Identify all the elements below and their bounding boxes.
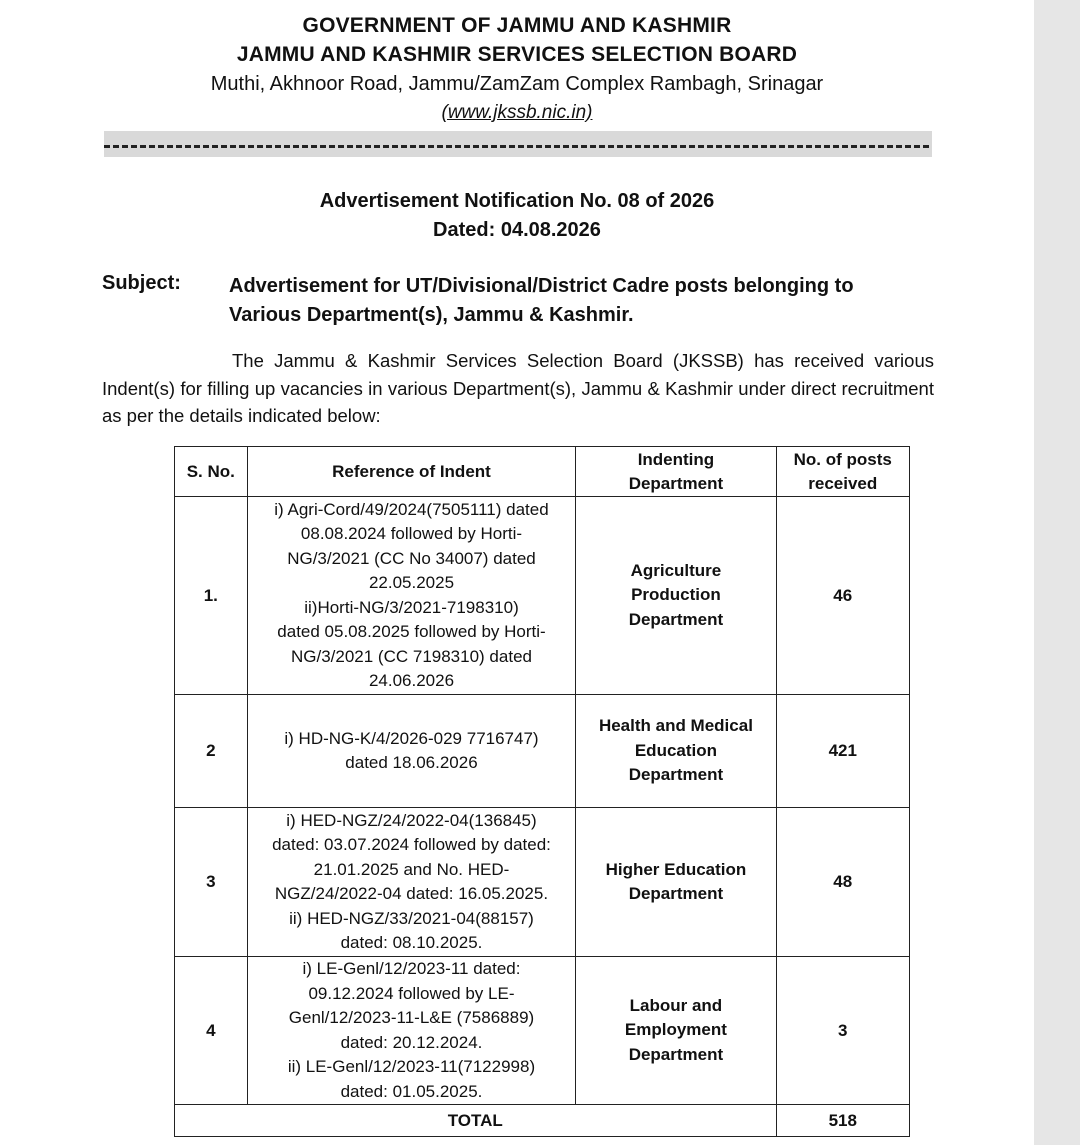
header-department: Indenting Department xyxy=(576,447,776,497)
subject-line-1: Advertisement for UT/Divisional/District Cadre posts belonging to xyxy=(229,275,854,297)
table-row xyxy=(175,957,910,1105)
row-department: Agriculture Production Department xyxy=(576,497,776,695)
header-website-link[interactable]: (www.jkssb.nic.in) xyxy=(441,102,593,123)
row-department: Higher Education Department xyxy=(576,808,776,957)
viewer-side-margin xyxy=(1034,0,1080,1145)
row-sno: 4 xyxy=(175,957,248,1105)
header-address: Muthi, Akhnoor Road, Jammu/ZamZam Complex Rambagh, Srinagar xyxy=(210,73,824,95)
notification-date: Dated: 04.08.2026 xyxy=(433,219,601,241)
table-row xyxy=(175,695,910,808)
row-reference: i) HED-NGZ/24/2022-04(136845) dated: 03.07.2024 followed by dated: 21.01.2025 and No. HED- NGZ/24/2022-04 dated: 16.05.2025. ii) HED-NGZ/33/2021-04(88157) dated: 08.10.2025. xyxy=(247,808,576,957)
header-government: GOVERNMENT OF JAMMU AND KASHMIR xyxy=(302,14,732,37)
row-posts: 3 xyxy=(776,957,909,1105)
total-label: TOTAL xyxy=(175,1105,777,1137)
row-sno: 3 xyxy=(175,808,248,957)
row-posts: 421 xyxy=(776,695,909,808)
total-posts: 518 xyxy=(776,1105,909,1137)
table-header-row xyxy=(175,447,910,497)
row-department: Labour and Employment Department xyxy=(576,957,776,1105)
row-sno: 1. xyxy=(175,497,248,695)
subject-text xyxy=(229,272,949,330)
row-reference: i) Agri-Cord/49/2024(7505111) dated 08.08.2024 followed by Horti- NG/3/2021 (CC No 34007) dated 22.05.2025 ii)Horti-NG/3/2021-7198310) dated 05.08.2025 followed by Horti- NG/3/2021 (CC 7198310) dated 24.06.2026 xyxy=(247,497,576,695)
table-total-row xyxy=(175,1105,910,1137)
row-reference: i) LE-Genl/12/2023-11 dated: 09.12.2024 followed by LE- Genl/12/2023-11-L&E (7586889) dated: 20.12.2024. ii) LE-Genl/12/2023-11(7122998) dated: 01.05.2025. xyxy=(247,957,576,1105)
header-posts: No. of posts received xyxy=(776,447,909,497)
table-row xyxy=(175,808,910,957)
notification-title: Advertisement Notification No. 08 of 2026 xyxy=(319,190,715,212)
header-sno: S. No. xyxy=(175,447,248,497)
subject-line-2: Various Department(s), Jammu & Kashmir. xyxy=(229,304,634,326)
row-sno: 2 xyxy=(175,695,248,808)
row-posts: 48 xyxy=(776,808,909,957)
header-separator xyxy=(104,131,932,157)
header-board: JAMMU AND KASHMIR SERVICES SELECTION BOARD xyxy=(236,43,798,66)
indent-table xyxy=(174,446,910,1137)
subject-label: Subject: xyxy=(102,272,181,294)
intro-paragraph xyxy=(102,347,934,430)
row-posts: 46 xyxy=(776,497,909,695)
row-department: Health and Medical Education Department xyxy=(576,695,776,808)
row-reference: i) HD-NG-K/4/2026-029 7716747) dated 18.06.2026 xyxy=(247,695,576,808)
intro-text: The Jammu & Kashmir Services Selection Board (JKSSB) has received various Indent(s) for filling up vacancies in various Department(s), Jammu & Kashmir under direct recruitment as per the details indicated below: xyxy=(102,350,934,426)
header-reference: Reference of Indent xyxy=(247,447,576,497)
table-row xyxy=(175,497,910,695)
